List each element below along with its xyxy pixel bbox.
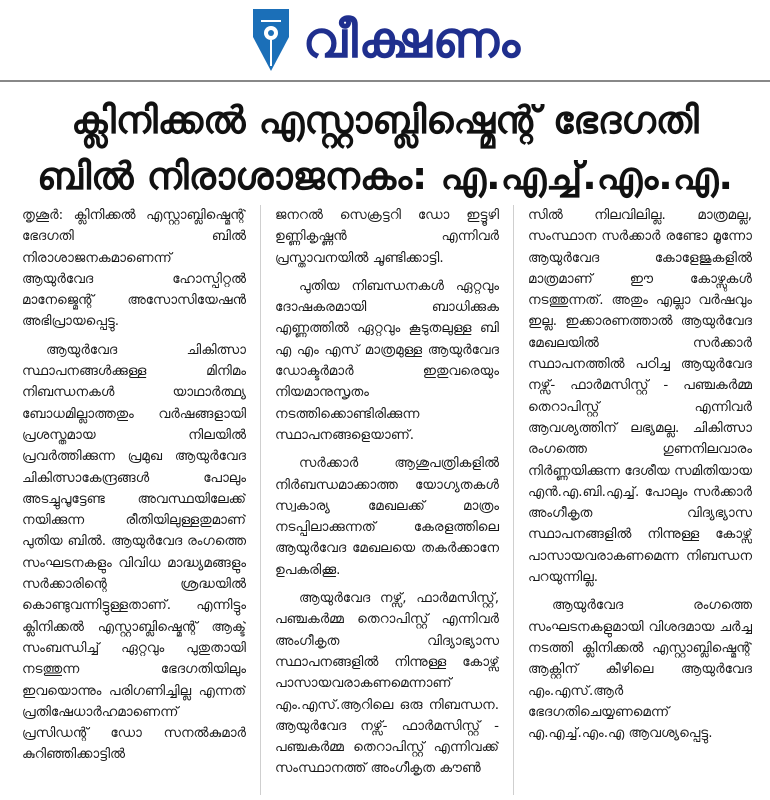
fountain-pen-nib-icon [249, 7, 293, 73]
article-body [22, 205, 752, 795]
masthead-rule [0, 80, 770, 82]
article-column-2 [275, 205, 499, 795]
article-paragraph: ആയുർവേദ നഴ്സ്, ഫാർമസിസ്റ്റ്, പഞ്ചകർമ്മ തെറാപിസ്റ്റ് എന്നിവർ അംഗീകൃത വിദ്യാഭ്യാസ സ്ഥാപനങ്ങളിൽ നിന്നുള്ള കോഴ്സ് പാസായവരാകണമെന്നാണ് എം.എസ്.ആറിലെ ഒരു നിബന്ധന. ആയുർവേദ നഴ്സ്- ഫാർമസിസ്റ്റ് - പഞ്ചകർമ്മ തെറാപിസ്റ്റ് എന്നിവക്ക് സംസ്ഥാനത്ത് അംഗീകൃത കൗൺ [275, 590, 499, 777]
masthead [0, 0, 770, 80]
brand-title: വീക്ഷണം [302, 11, 522, 69]
article-paragraph: തൃശൂർ: ക്ലിനിക്കൽ എസ്റ്റാബ്ലിഷ്മെന്റ് ഭേദഗതി ബിൽ നിരാശാജനകമാണെന്ന് ആയുർവേദ ഹോസ്പിറ്റൽ മാനേജ്മെന്റ് അസോസിയേഷൻ അഭിപ്രായപ്പെട്ടു. [22, 207, 246, 330]
column-divider [513, 205, 514, 795]
article-column-3 [528, 205, 752, 795]
article-paragraph: സർക്കാർ ആശുപത്രികളിൽ നിർബന്ധമാക്കാത്ത യോഗ്യതകൾ സ്വകാര്യ മേഖലക്ക് മാത്രം നടപ്പിലാക്കുന്നത് കേരളത്തിലെ ആയുർവേദ മേഖലയെ തകർക്കാനേ ഉപകരിക്കൂ. [275, 455, 499, 578]
column-divider [260, 205, 261, 795]
headline-line-2: ബിൽ നിരാശാജനകം: എ.എച്ച്.എം.എ. [37, 154, 733, 198]
article-paragraph: പുതിയ നിബന്ധനകൾ ഏറ്റവും ദോഷകരമായി ബാധിക്കുക എണ്ണത്തിൽ ഏറ്റവും കൂടുതലുള്ള ബി എ എം എസ് മാത്രമുള്ള ആയുർവേദ ഡോക്ടർമാർ ഇതുവരെയും നിയമാനുസൃതം നടത്തിക്കൊണ്ടിരിക്കുന്ന സ്ഥാപനങ്ങളെയാണ്. [275, 277, 499, 443]
logo [249, 7, 521, 73]
article-paragraph: ജനറൽ സെക്രട്ടറി ഡോ ഇട്ടൂഴി ഉണ്ണികൃഷ്ണൻ എന്നിവർ പ്രസ്താവനയിൽ ചൂണ്ടിക്കാട്ടി. [275, 207, 499, 266]
article-column-1 [22, 205, 246, 795]
headline [20, 92, 750, 204]
article-paragraph: സിൽ നിലവിലില്ല. മാത്രമല്ല, സംസ്ഥാന സർക്കാർ രണ്ടോ മൂന്നോ ആയുർവേദ കോളേജുകളിൽ മാത്രമാണ് ഈ കോഴ്സുകൾ നടത്തുന്നത്. അതും എല്ലാ വർഷവും ഇല്ല. ഇക്കാരണത്താൽ ആയുർവേദ മേഖലയിൽ സർക്കാർ സ്ഥാപനത്തിൽ പഠിച്ച ആയുർവേദ നഴ്സ്- ഫാർമസിസ്റ്റ് - പഞ്ചകർമ്മ തെറാപിസ്റ്റ് എന്നിവർ ആവശ്യത്തിന് ലഭ്യമല്ല. ചികിത്സാ രംഗത്തെ ഗുണനിലവാരം നിർണ്ണയിക്കുന്ന ദേശീയ സമിതിയായ എൻ.എ.ബി.എച്ച്. പോലും സർക്കാർ അംഗീകൃത വിദ്യഭ്യാസ സ്ഥാപനങ്ങളിൽ നിന്നുള്ള കോഴ്സ് പാസായവരാകണമെന്ന നിബന്ധന പറയുന്നില്ല. [528, 207, 752, 586]
article-paragraph: ആയുർവേദ ചികിത്സാ സ്ഥാപനങ്ങൾക്കുള്ള മിനിമം നിബന്ധനകൾ യാഥാർത്ഥ്യ ബോധമില്ലാത്തതും വർഷങ്ങളായി പ്രശസ്തമായ നിലയിൽ പ്രവർത്തിക്കുന്ന പ്രമുഖ ആയുർവേദ ചികിത്സാകേന്ദ്രങ്ങൾ പോലും അടച്ചുപൂട്ടേണ്ട അവസ്ഥയിലേക്ക് നയിക്കുന്ന രീതിയിലുള്ളതുമാണ് പുതിയ ബിൽ. ആയുർവേദ രംഗത്തെ സംഘടനകളും വിവിധ മാദ്ധ്യമങ്ങളും സർക്കാരിന്റെ ശ്രദ്ധയിൽ കൊണ്ടുവന്നിട്ടുള്ളതാണ്. എന്നിട്ടും ക്ലിനിക്കൽ എസ്റ്റാബ്ലിഷ്മെന്റ് ആക്ട് സംബന്ധിച്ച് ഏറ്റവും പുതുതായി നടത്തുന്ന ഭേദഗതിയിലും ഇവയൊന്നും പരിഗണിച്ചില്ല എന്നത് പ്രതിഷേധാർഹമാണെന്ന് പ്രസിഡന്റ് ഡോ സനൽകുമാർ കുറിഞ്ഞിക്കാട്ടിൽ [22, 341, 246, 763]
headline-line-1: ക്ലിനിക്കൽ എസ്റ്റാബ്ലിഷ്മെന്റ് ഭേദഗതി [71, 98, 699, 142]
article-paragraph: ആയുർവേദ രംഗത്തെ സംഘടനകളുമായി വിശദമായ ചർച്ച നടത്തി ക്ലിനിക്കൽ എസ്റ്റാബ്ലിഷ്മെന്റ് ആക്റ്റിന് കീഴിലെ ആയുർവേദ എം.എസ്.ആർ ഭേദഗതിചെയ്യണമെന്ന് എ.എച്ച്.എം.എ ആവശ്യപ്പെട്ടു. [528, 597, 752, 742]
